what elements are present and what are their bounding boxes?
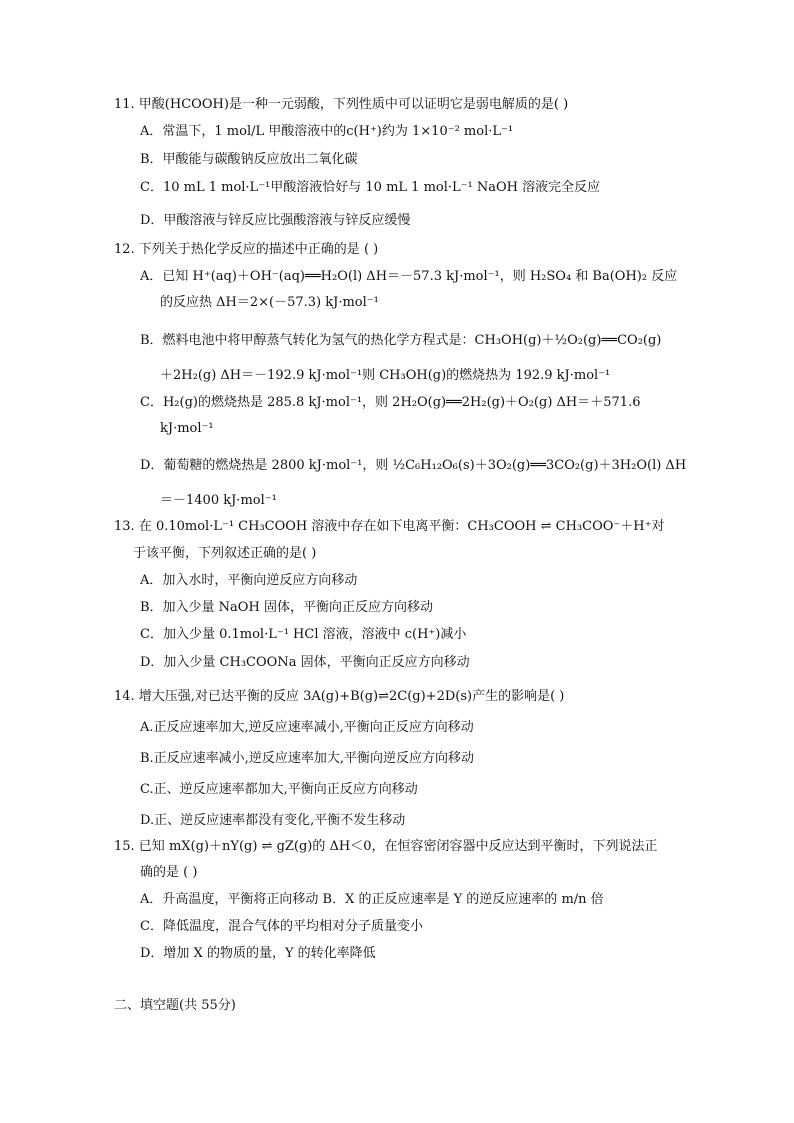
q11-stem: 11. 甲酸(HCOOH)是一种一元弱酸，下列性质中可以证明它是弱电解质的是( )	[114, 97, 569, 112]
q14-option-c: C.正、逆反应速率都加大,平衡向正反应方向移动	[140, 782, 418, 797]
q15-stem-line1: 15. 已知 mX(g)＋nY(g) ⇌ gZ(g)的 ΔH＜0，在恒容密闭容器中反应达到平衡时，下列说法正	[114, 839, 658, 854]
q12-option-d-line2: ＝－1400 kJ·mol⁻¹	[160, 493, 277, 508]
q11-option-d: D．甲酸溶液与锌反应比强酸溶液与锌反应缓慢	[140, 213, 411, 228]
q14-option-d: D.正、逆反应速率都没有变化,平衡不发生移动	[140, 813, 406, 828]
section-heading: 二、填空题(共 55分)	[114, 998, 236, 1013]
q12-option-b-line2: ＋2H₂(g) ΔH＝－192.9 kJ·mol⁻¹则 CH₃OH(g)的燃烧热为 192.9 kJ·mol⁻¹	[160, 368, 611, 383]
q13-option-a: A．加入水时，平衡向逆反应方向移动	[140, 573, 358, 588]
q12-option-d-line1: D．葡萄糖的燃烧热是 2800 kJ·mol⁻¹，则 ½C₆H₁₂O₆(s)＋3O₂(g)══3CO₂(g)＋3H₂O(l) ΔH	[140, 458, 687, 473]
q12-option-a-line1: A．已知 H⁺(aq)＋OH⁻(aq)══H₂O(l) ΔH＝－57.3 kJ·mol⁻¹，则 H₂SO₄ 和 Ba(OH)₂ 反应	[140, 269, 678, 284]
q11-option-b: B．甲酸能与碳酸钠反应放出二氧化碳	[140, 152, 358, 167]
q12-option-c-line2: kJ·mol⁻¹	[160, 421, 214, 436]
q15-option-d: D．增加 X 的物质的量，Y 的转化率降低	[140, 946, 376, 961]
q11-option-c: C．10 mL 1 mol·L⁻¹甲酸溶液恰好与 10 mL 1 mol·L⁻¹ NaOH 溶液完全反应	[140, 180, 601, 195]
q15-option-ab: A．升高温度，平衡将正向移动 B．X 的正反应速率是 Y 的逆反应速率的 m/n 倍	[140, 892, 604, 907]
q13-option-d: D．加入少量 CH₃COONa 固体，平衡向正反应方向移动	[140, 655, 470, 670]
q13-stem-line2: 于该平衡，下列叙述正确的是( )	[133, 546, 317, 561]
q13-option-c: C．加入少量 0.1mol·L⁻¹ HCl 溶液，溶液中 c(H⁺)减小	[140, 627, 467, 642]
q11-option-a: A．常温下，1 mol/L 甲酸溶液中的c(H⁺)约为 1×10⁻² mol·L⁻¹	[140, 124, 514, 139]
q14-option-a: A.正反应速率加大,逆反应速率减小,平衡向正反应方向移动	[140, 720, 474, 735]
q12-stem: 12. 下列关于热化学反应的描述中正确的是 ( )	[114, 242, 379, 257]
q13-stem-line1: 13. 在 0.10mol·L⁻¹ CH₃COOH 溶液中存在如下电离平衡：CH₃COOH ⇌ CH₃COO⁻＋H⁺对	[114, 519, 665, 534]
q14-stem: 14. 增大压强,对已达平衡的反应 3A(g)+B(g)⇌2C(g)+2D(s)产生的影响是( )	[114, 689, 565, 704]
q12-option-c-line1: C．H₂(g)的燃烧热是 285.8 kJ·mol⁻¹，则 2H₂O(g)══2H₂(g)＋O₂(g) ΔH＝＋571.6	[140, 395, 641, 410]
q13-option-b: B．加入少量 NaOH 固体，平衡向正反应方向移动	[140, 600, 433, 615]
q12-option-b-line1: B．燃料电池中将甲醇蒸气转化为氢气的热化学方程式是：CH₃OH(g)＋½O₂(g)══CO₂(g)	[140, 333, 662, 348]
q14-option-b: B.正反应速率减小,逆反应速率加大,平衡向逆反应方向移动	[140, 751, 474, 766]
q12-option-a-line2: 的反应热 ΔH＝2×(－57.3) kJ·mol⁻¹	[160, 295, 379, 310]
q15-stem-line2: 确的是 ( )	[140, 865, 198, 880]
q15-option-c: C．降低温度，混合气体的平均相对分子质量变小	[140, 919, 423, 934]
